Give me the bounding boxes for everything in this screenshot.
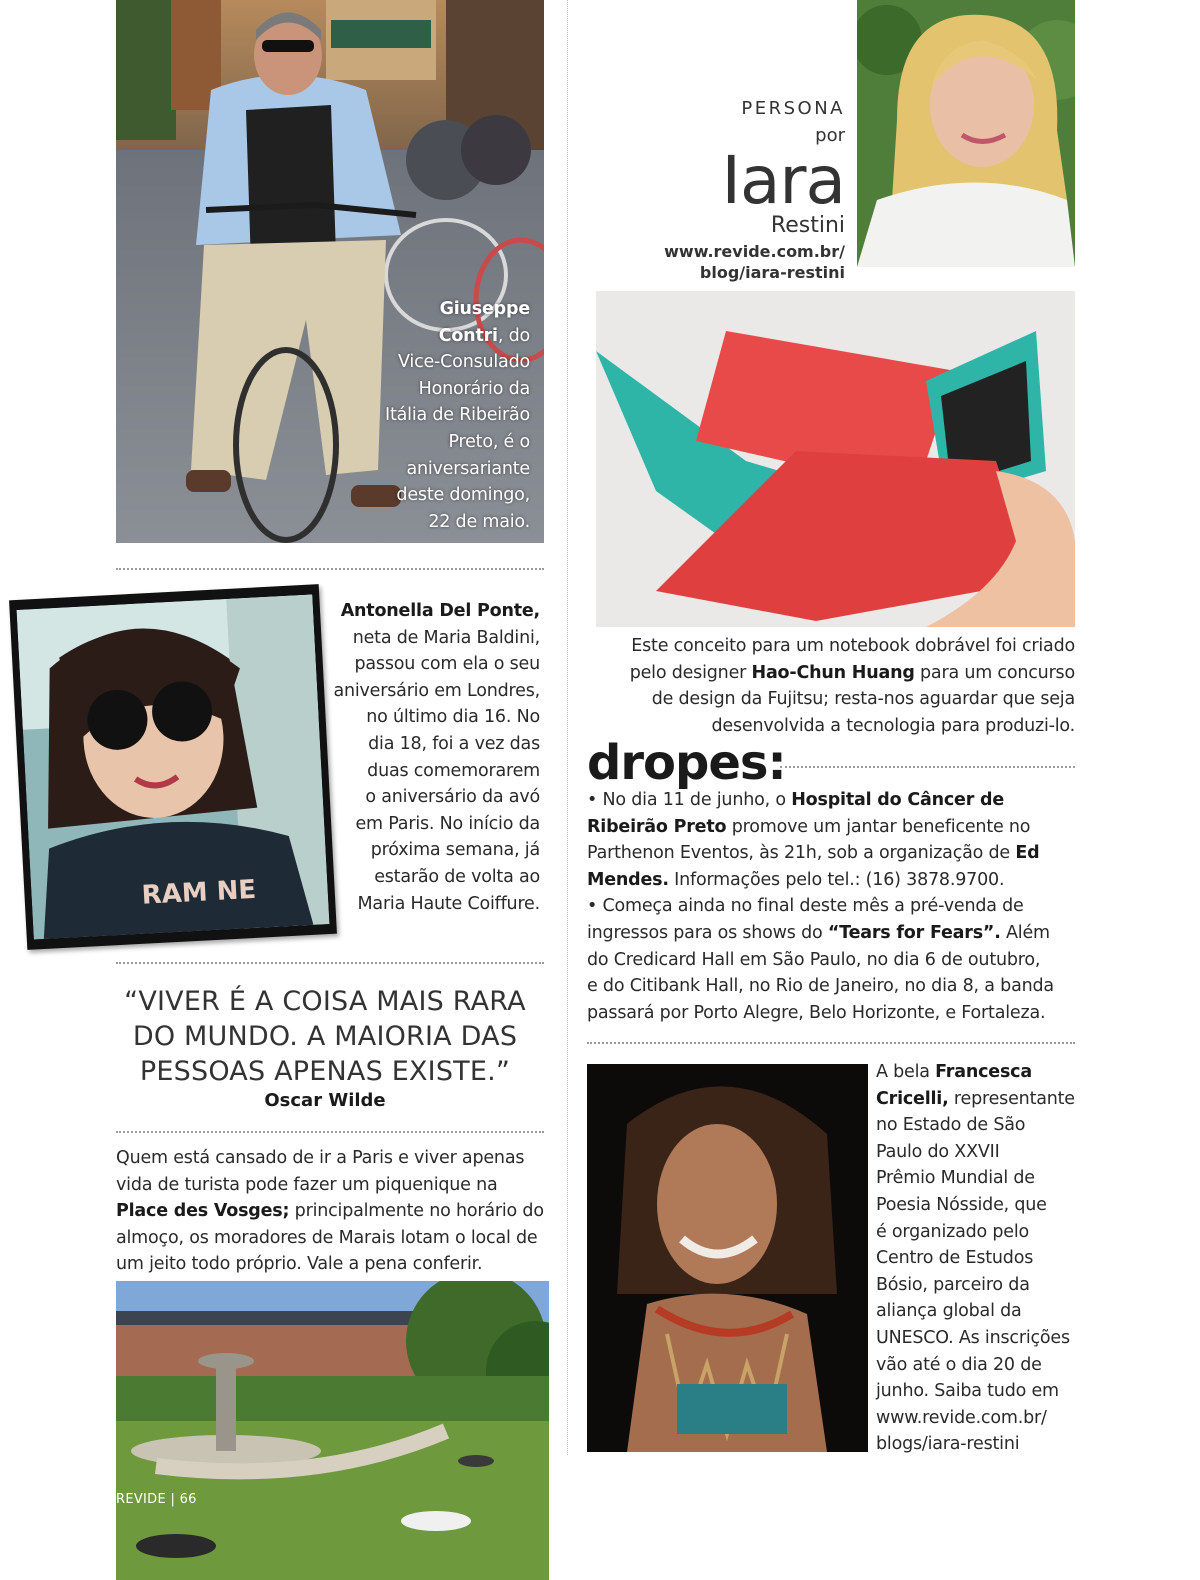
francesca-caption xyxy=(876,1059,1081,1458)
foldable-notebook-photo xyxy=(596,291,1075,627)
giuseppe-name-1: Giuseppe xyxy=(439,299,530,319)
francesca-line: Prêmio Mundial de xyxy=(876,1168,1035,1189)
dropes-rule xyxy=(780,766,1075,768)
dropes-item-1-l4: Informações pelo tel.: (16) 3878.9700. xyxy=(668,869,1005,890)
francesca-name-1: Francesca xyxy=(935,1062,1032,1082)
notebook-caption xyxy=(596,633,1075,739)
hospital-name-1: Hospital do Câncer de xyxy=(791,790,1005,810)
francesca-line: vão até o dia 20 de xyxy=(876,1354,1042,1375)
antonella-line: próxima semana, já xyxy=(370,840,540,861)
column-divider xyxy=(567,0,568,1455)
section-rule xyxy=(116,568,544,570)
giuseppe-line: aniversariante xyxy=(406,458,530,479)
dropes-line: passará por Porto Alegre, Belo Horizonte, e Fortaleza. xyxy=(587,1002,1046,1023)
francesca-line: no Estado de São xyxy=(876,1115,1026,1136)
notebook-line: de design da Fujitsu; resta-nos aguardar que seja xyxy=(651,689,1075,710)
francesca-line: junho. Saiba tudo em xyxy=(876,1381,1059,1402)
giuseppe-line: Vice-Consulado xyxy=(398,352,530,373)
designer-name: Hao-Chun Huang xyxy=(751,662,915,683)
francesca-line: Paulo do XXVII xyxy=(876,1141,1000,1162)
dropes-item-2-post: Além xyxy=(1000,922,1050,943)
paris-line: almoço, os moradores de Marais lotam o local de xyxy=(116,1227,538,1248)
antonella-line: aniversário em Londres, xyxy=(333,680,540,701)
francesca-line: Centro de Estudos xyxy=(876,1248,1034,1269)
giuseppe-caption-line xyxy=(330,296,530,323)
paris-text xyxy=(116,1145,556,1278)
column-por: por xyxy=(815,125,845,146)
giuseppe-name-2: Contri xyxy=(438,325,498,346)
francesca-line: aliança global da xyxy=(876,1301,1022,1322)
francesca-line: Bósio, parceiro da xyxy=(876,1274,1030,1295)
antonella-polaroid-photo xyxy=(9,584,337,950)
antonella-line: dia 18, foi a vez das xyxy=(368,733,540,754)
section-rule xyxy=(116,1131,544,1133)
dropes-line: e do Citibank Hall, no Rio de Janeiro, no dia 8, a banda xyxy=(587,976,1054,997)
francesca-cricelli-photo xyxy=(587,1064,868,1452)
antonella-line: Maria Haute Coiffure. xyxy=(357,893,540,914)
antonella-line: estarão de volta ao xyxy=(374,866,540,887)
iara-restini-portrait xyxy=(857,0,1075,267)
giuseppe-line: 22 de maio. xyxy=(428,511,530,532)
folio-magazine: REVIDE xyxy=(116,1492,166,1507)
band-name: “Tears for Fears”. xyxy=(827,922,1001,943)
antonella-caption xyxy=(300,598,540,917)
quote-line: DO MUNDO. A MAIORIA DAS xyxy=(132,1021,518,1052)
giuseppe-line: , do xyxy=(497,325,530,346)
section-rule xyxy=(587,1042,1075,1044)
dropes-line xyxy=(587,867,1075,894)
section-rule xyxy=(116,962,544,964)
francesca-photo-illustration xyxy=(587,1064,868,1452)
place-des-vosges-photo xyxy=(116,1281,549,1580)
dropes-heading: dropes: xyxy=(587,735,786,791)
place-des-vosges: Place des Vosges; xyxy=(116,1201,290,1222)
giuseppe-line: Honorário da xyxy=(418,378,530,399)
antonella-line: neta de Maria Baldini, xyxy=(352,627,540,648)
dropes-line: • Começa ainda no final deste mês a pré-venda de xyxy=(587,896,1024,917)
francesca-line-rest: representante xyxy=(948,1088,1075,1109)
organizer-ed: Ed xyxy=(1015,843,1040,864)
place-des-vosges-illustration xyxy=(116,1281,549,1580)
francesca-line xyxy=(876,1059,1081,1086)
paris-line-rest: principalmente no horário do xyxy=(289,1201,544,1222)
paris-line xyxy=(116,1198,556,1225)
quote-author: Oscar Wilde xyxy=(264,1090,386,1111)
column-url-line-2: blog/iara-restini xyxy=(699,263,845,282)
dropes-line xyxy=(587,840,1075,867)
dropes-line xyxy=(587,920,1075,947)
dropes-line xyxy=(587,787,1075,814)
antonella-photo-illustration xyxy=(17,594,330,939)
antonella-name: Antonella Del Ponte, xyxy=(340,601,540,621)
notebook-line: Este conceito para um notebook dobrável foi criado xyxy=(631,636,1075,656)
quote-block xyxy=(100,984,550,1111)
giuseppe-caption-line xyxy=(330,323,530,350)
dropes-line: do Credicard Hall em São Paulo, no dia 6 de outubro, xyxy=(587,949,1041,970)
dropes-items xyxy=(587,787,1075,1026)
francesca-name-2: Cricelli, xyxy=(876,1088,949,1109)
notebook-illustration xyxy=(596,291,1075,627)
column-url-line-1: www.revide.com.br/ xyxy=(664,242,845,261)
francesca-line: Poesia Nósside, que xyxy=(876,1194,1047,1215)
francesca-line: blogs/iara-restini xyxy=(876,1434,1020,1455)
antonella-line: duas comemorarem xyxy=(367,760,540,781)
francesca-line: www.revide.com.br/ xyxy=(876,1407,1047,1428)
organizer-mendes: Mendes. xyxy=(587,869,669,890)
antonella-line: no último dia 16. No xyxy=(366,707,540,728)
columnist-first-name: Iara xyxy=(721,142,845,219)
dropes-item-1-rest: promove um jantar beneficente no xyxy=(726,816,1031,837)
page-folio xyxy=(116,1492,197,1507)
giuseppe-line: Preto, é o xyxy=(448,431,530,452)
notebook-line: desenvolvida a tecnologia para produzi-lo. xyxy=(711,715,1075,736)
column-kicker: PERSONA xyxy=(741,98,845,119)
francesca-pre: A bela xyxy=(876,1062,936,1082)
iara-portrait-illustration xyxy=(857,0,1075,267)
dropes-item-2-pre: ingressos para os shows do xyxy=(587,922,828,943)
columnist-last-name: Restini xyxy=(770,213,845,238)
notebook-line-pre: pelo designer xyxy=(629,662,752,683)
paris-line: Quem está cansado de ir a Paris e viver apenas xyxy=(116,1148,525,1168)
column-header xyxy=(600,97,845,283)
svg-text:RAM NE: RAM NE xyxy=(140,874,257,911)
antonella-line: passou com ela o seu xyxy=(354,654,540,675)
giuseppe-line: Itália de Ribeirão xyxy=(385,405,530,426)
quote-line: “VIVER É A COISA MAIS RARA xyxy=(124,986,526,1017)
folio-separator: | xyxy=(170,1492,176,1507)
dropes-item-1-l3: Parthenon Eventos, às 21h, sob a organização de xyxy=(587,843,1016,864)
francesca-line: UNESCO. As inscrições xyxy=(876,1327,1070,1348)
antonella-line: em Paris. No início da xyxy=(355,813,540,834)
paris-line: vida de turista pode fazer um piquenique na xyxy=(116,1174,498,1195)
antonella-line: o aniversário da avó xyxy=(365,787,540,808)
folio-page-number: 66 xyxy=(179,1492,197,1507)
dropes-item-1-pre: • No dia 11 de junho, o xyxy=(587,790,792,810)
hospital-name-2: Ribeirão Preto xyxy=(587,816,727,837)
dropes-line xyxy=(587,814,1075,841)
francesca-line: é organizado pelo xyxy=(876,1221,1030,1242)
notebook-line xyxy=(596,660,1075,687)
giuseppe-line: deste domingo, xyxy=(396,485,530,506)
quote-line: PESSOAS APENAS EXISTE.” xyxy=(139,1056,511,1087)
francesca-line xyxy=(876,1086,1081,1113)
giuseppe-caption xyxy=(330,296,530,535)
paris-line: um jeito todo próprio. Vale a pena conferir. xyxy=(116,1254,483,1275)
notebook-line-post: para um concurso xyxy=(914,662,1075,683)
